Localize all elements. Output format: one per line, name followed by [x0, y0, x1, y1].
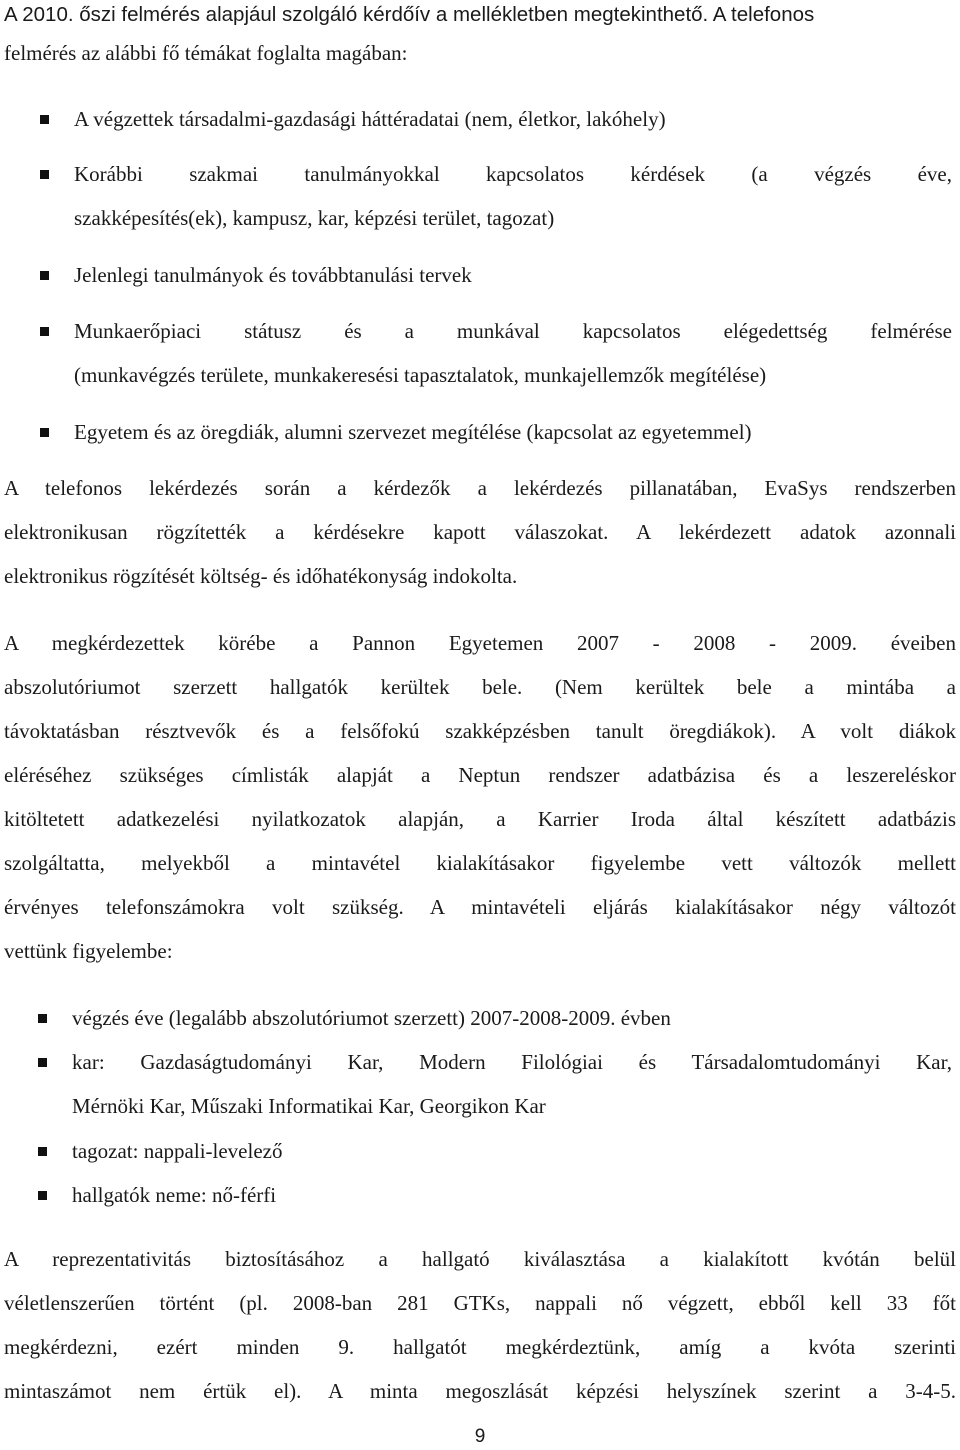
bullet-marker — [40, 170, 49, 179]
list-item-text: hallgatók neme: nő-férfi — [72, 1183, 277, 1207]
bullet-marker — [40, 428, 49, 437]
list-item-text: kar: Gazdaságtudományi Kar, Modern Filológiai és Társadalomtudományi Kar, Mérnöki Kar, Műszaki Informatikai Kar, Georgikon Kar — [72, 1050, 952, 1118]
bullet-marker — [38, 1014, 47, 1023]
bullet-marker — [40, 115, 49, 124]
intro-paragraph — [4, 31, 956, 75]
list-item-text: Korábbi szakmai tanulmányokkal kapcsolatos kérdések (a végzés éve, szakképesítés(ek), kampusz, kar, képzési terület, tagozat) — [74, 162, 952, 230]
bullet-marker — [38, 1058, 47, 1067]
bullet-marker — [38, 1147, 47, 1156]
phone-survey-paragraph: A telefonos lekérdezés során a kérdezők a lekérdezés pillanatában, EvaSys rendszerben elektronikusan rögzítették a kérdésekre kapott válaszokat. A lekérdezett adatok azonnali elektronikus rögzítését költség- és időhatékonyság indokolta. — [4, 476, 956, 588]
list-item-text: végzés éve (legalább abszolutóriumot szerzett) 2007-2008-2009. évben — [72, 1006, 671, 1030]
bullet-marker — [40, 271, 49, 280]
sample-paragraph: A megkérdezettek körébe a Pannon Egyetemen 2007 - 2008 - 2009. éveiben abszolutóriumot szerzett hallgatók kerültek bele. (Nem kerültek bele a mintába a távoktatásban résztvevők és a felsőfokú szakképzésben tanult öregdiákok). A volt diákok eléréséhez szükséges címlisták alapját a Neptun rendszer adatbázisa és a leszereléskor kitöltetett adatkezelési nyilatkozatok alapján, a Karrier Iroda által készített adatbázis szolgáltatta, melyekből a mintavétel kialakításakor figyelembe vett változók mellett érvényes telefonszámokra volt szükség. A mintavételi eljárás kialakításakor négy változót vettünk figyelembe: — [4, 631, 956, 963]
list-item-text: A végzettek társadalmi-gazdasági háttéradatai (nem, életkor, lakóhely) — [74, 107, 666, 131]
intro-line: felmérés az alábbi fő témákat foglalta magában: — [4, 41, 408, 65]
list-item-text: Egyetem és az öregdiák, alumni szervezet megítélése (kapcsolat az egyetemmel) — [74, 420, 752, 444]
page-number: 9 — [474, 1426, 486, 1447]
list-item-text: Jelenlegi tanulmányok és továbbtanulási tervek — [74, 263, 472, 287]
list-item-text: Munkaerőpiaci státusz és a munkával kapcsolatos elégedettség felmérése (munkavégzés területe, munkakeresési tapasztalatok, munkajellemzők megítélése) — [74, 319, 952, 387]
bullet-marker — [38, 1191, 47, 1200]
quota-paragraph: A reprezentativitás biztosításához a hallgató kiválasztása a kialakított kvótán belül véletlenszerűen történt (pl. 2008-ban 281 GTKs, nappali nő végzett, ebből kell 33 főt megkérdezni, ezért minden 9. hallgatót megkérdeztünk, amíg a kvóta szerinti mintaszámot nem értük el). A minta megoszlását képzési helyszínek szerint a 3-4-5. — [4, 1247, 956, 1403]
continuation-line: A 2010. őszi felmérés alapjául szolgáló kérdőív a mellékletben megtekinthető. A telefonos — [4, 3, 815, 26]
list-item-text: tagozat: nappali-levelező — [72, 1139, 283, 1163]
bullet-marker — [40, 327, 49, 336]
